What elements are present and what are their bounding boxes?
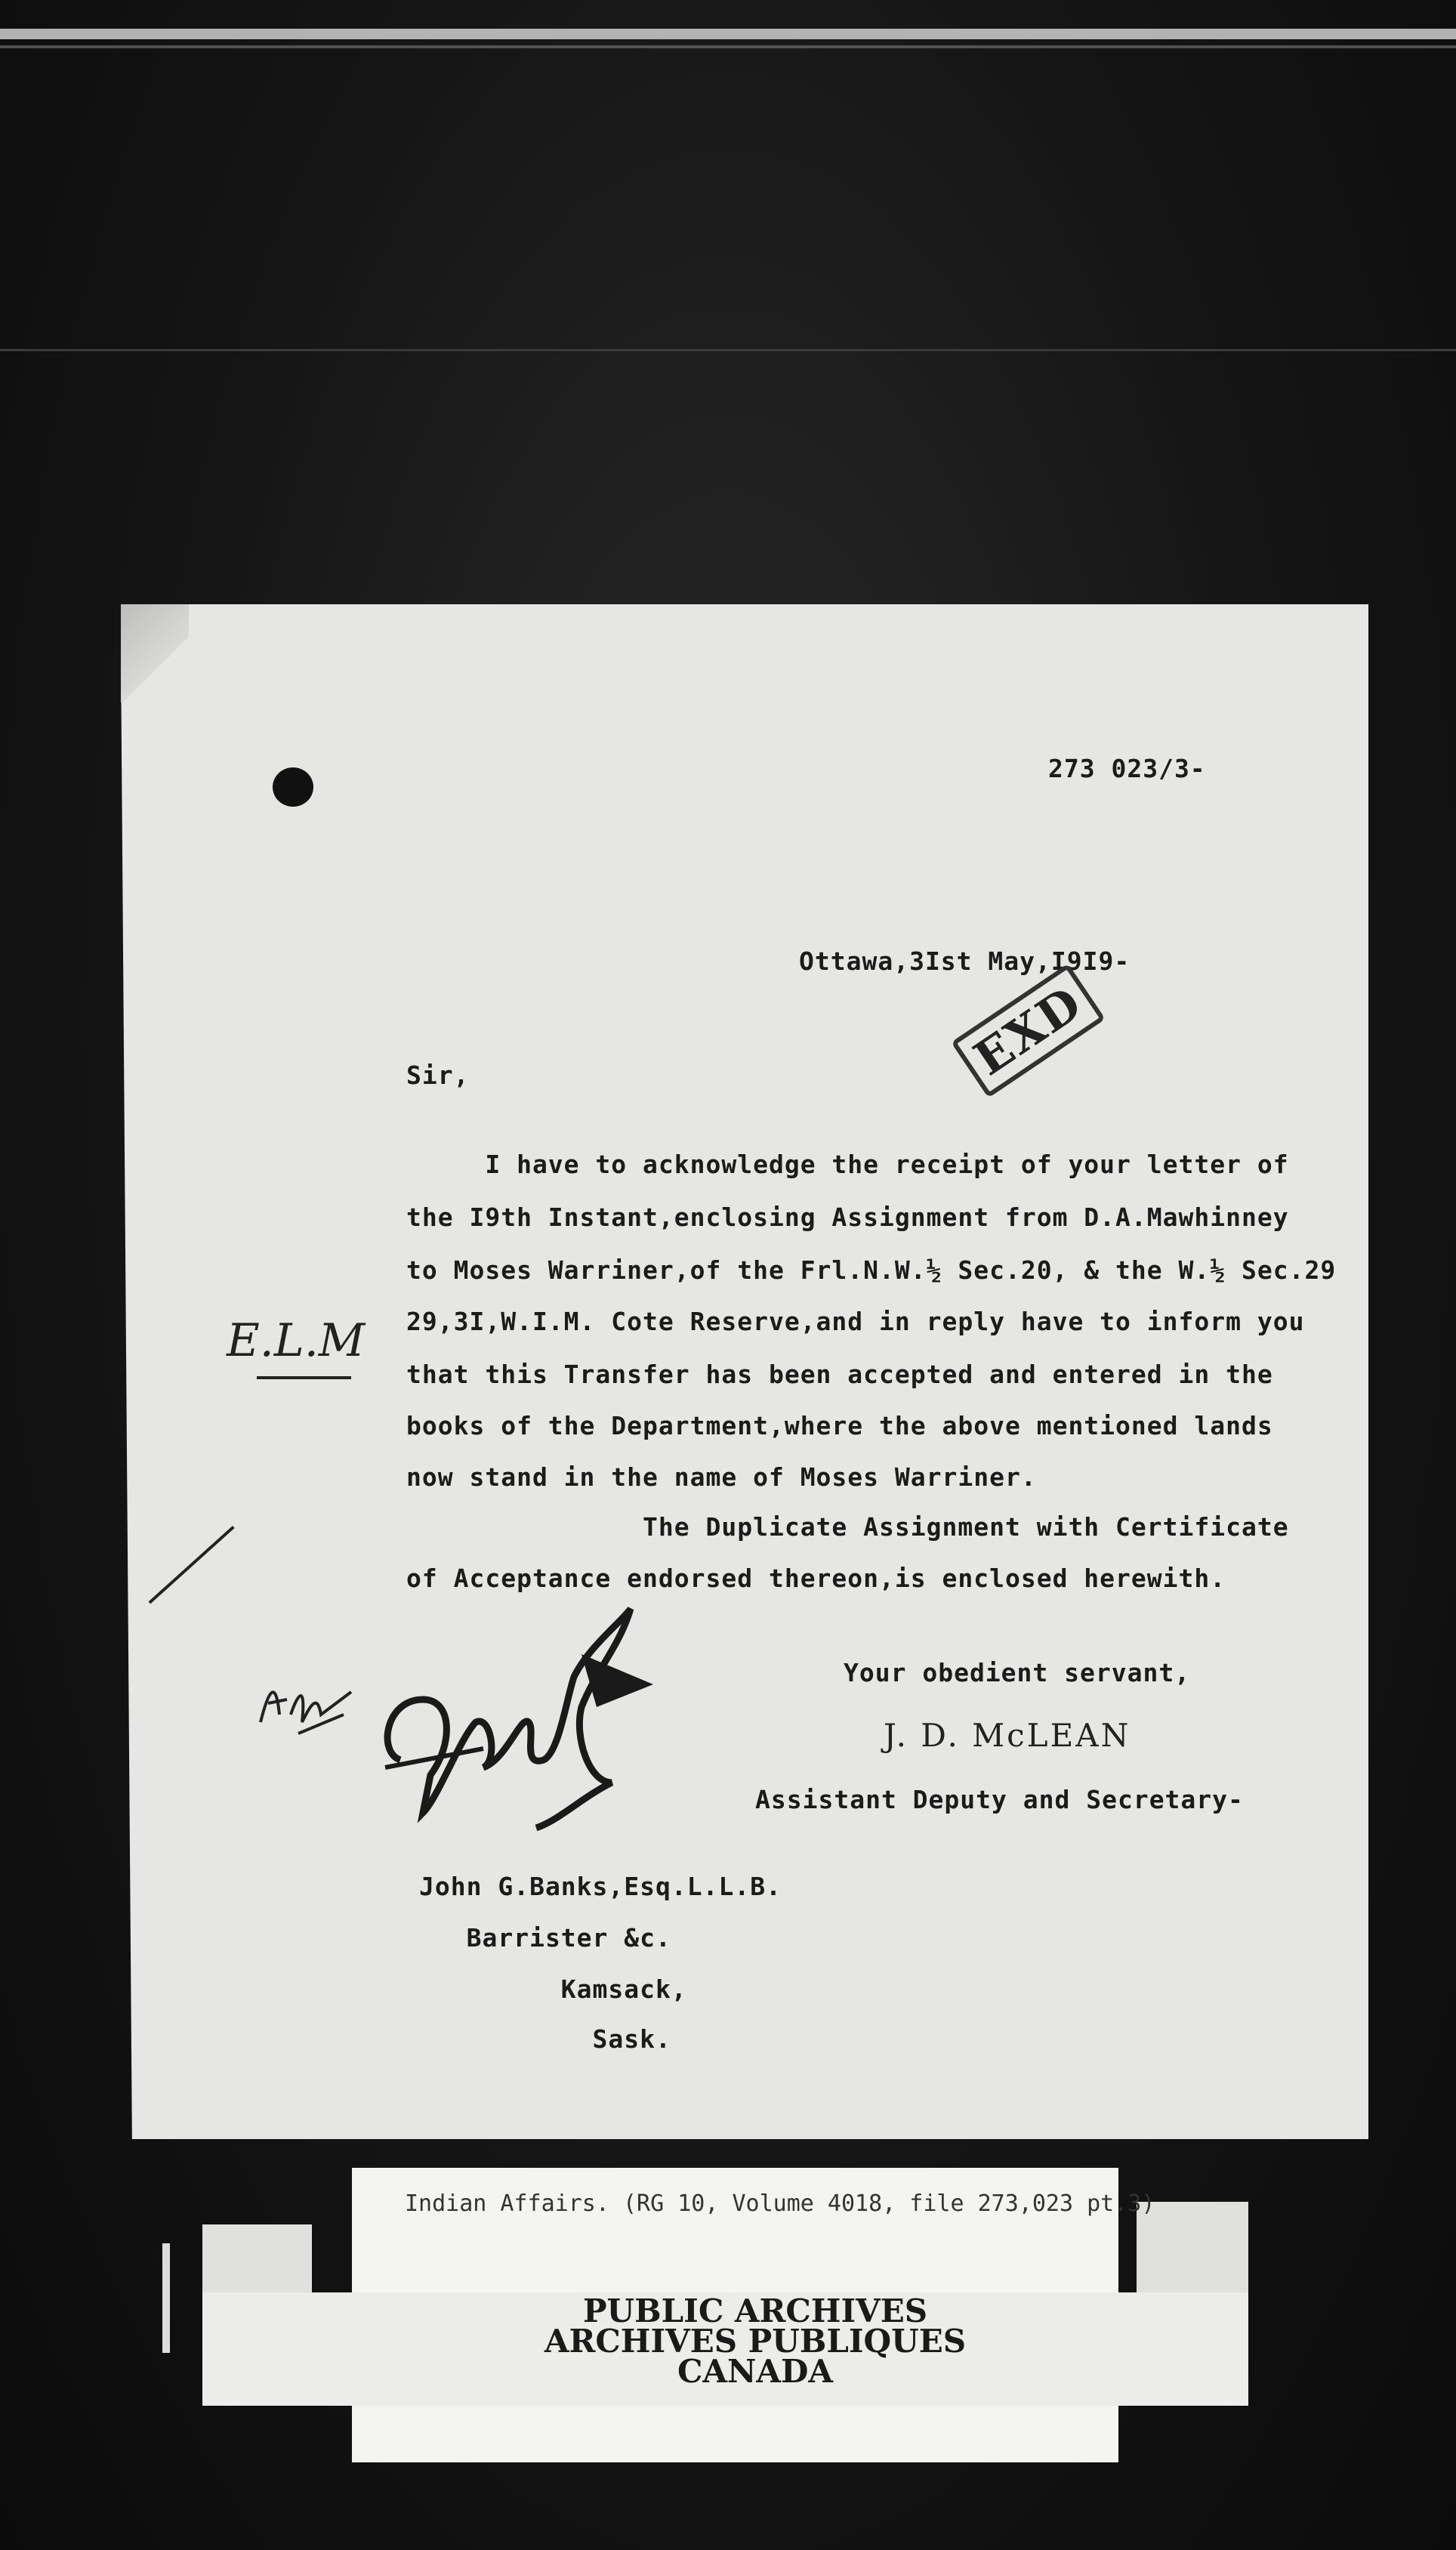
film-edge-strip xyxy=(0,29,1456,39)
archive-stamp xyxy=(529,2292,982,2390)
archive-stamp-line: ARCHIVES PUBLIQUES xyxy=(544,2323,967,2360)
film-divider-line xyxy=(0,349,1456,351)
body-line: the I9th Instant,enclosing Assignment from D.A.Mawhinney xyxy=(406,1202,1289,1232)
body-line: now stand in the name of Moses Warriner. xyxy=(406,1462,1037,1492)
tape-edge xyxy=(162,2243,170,2353)
handwritten-signature xyxy=(370,1586,672,1835)
salutation: Sir, xyxy=(406,1060,470,1090)
initials-underline xyxy=(257,1376,351,1379)
addressee-line: Sask. xyxy=(419,2024,671,2054)
signatory-stamp: J. D. McLEAN xyxy=(884,1717,1131,1754)
body-line: books of the Department,where the above mentioned lands xyxy=(406,1411,1273,1440)
body-line: to Moses Warriner,of the Frl.N.W.½ Sec.20, & the W.½ Sec.29 xyxy=(406,1255,1337,1285)
dateline: Ottawa,3Ist May,I9I9- xyxy=(799,946,1131,976)
archive-stamp-line: PUBLIC ARCHIVES xyxy=(582,2292,928,2329)
file-number: 273 023/3- xyxy=(1048,754,1206,783)
body-line: The Duplicate Assignment with Certificate xyxy=(406,1512,1289,1542)
body-line: that this Transfer has been accepted and entered in the xyxy=(406,1360,1273,1389)
archive-stamp-line: CANADA xyxy=(677,2353,833,2390)
closing: Your obedient servant, xyxy=(844,1658,1191,1687)
body-line: I have to acknowledge the receipt of your letter of xyxy=(406,1150,1289,1179)
punch-hole xyxy=(273,767,313,807)
folded-corner xyxy=(121,604,189,702)
signatory-title: Assistant Deputy and Secretary- xyxy=(755,1785,1244,1814)
margin-initials: E.L.M xyxy=(227,1314,366,1367)
addressee-line: Barrister &c. xyxy=(419,1923,671,1953)
handwritten-initials xyxy=(253,1662,359,1745)
body-line: of Acceptance endorsed thereon,is enclosed herewith. xyxy=(406,1564,1226,1593)
body-line: 29,3I,W.I.M. Cote Reserve,and in reply have to inform you xyxy=(406,1307,1305,1336)
addressee-line: John G.Banks,Esq.L.L.B. xyxy=(419,1872,782,1901)
received-stamp: EXD xyxy=(951,963,1106,1097)
addressee-line: Kamsack, xyxy=(419,1974,687,2004)
film-edge-line xyxy=(0,45,1456,48)
archive-reference: Indian Affairs. (RG 10, Volume 4018, file 273,023 pt.3) xyxy=(405,2190,1155,2217)
